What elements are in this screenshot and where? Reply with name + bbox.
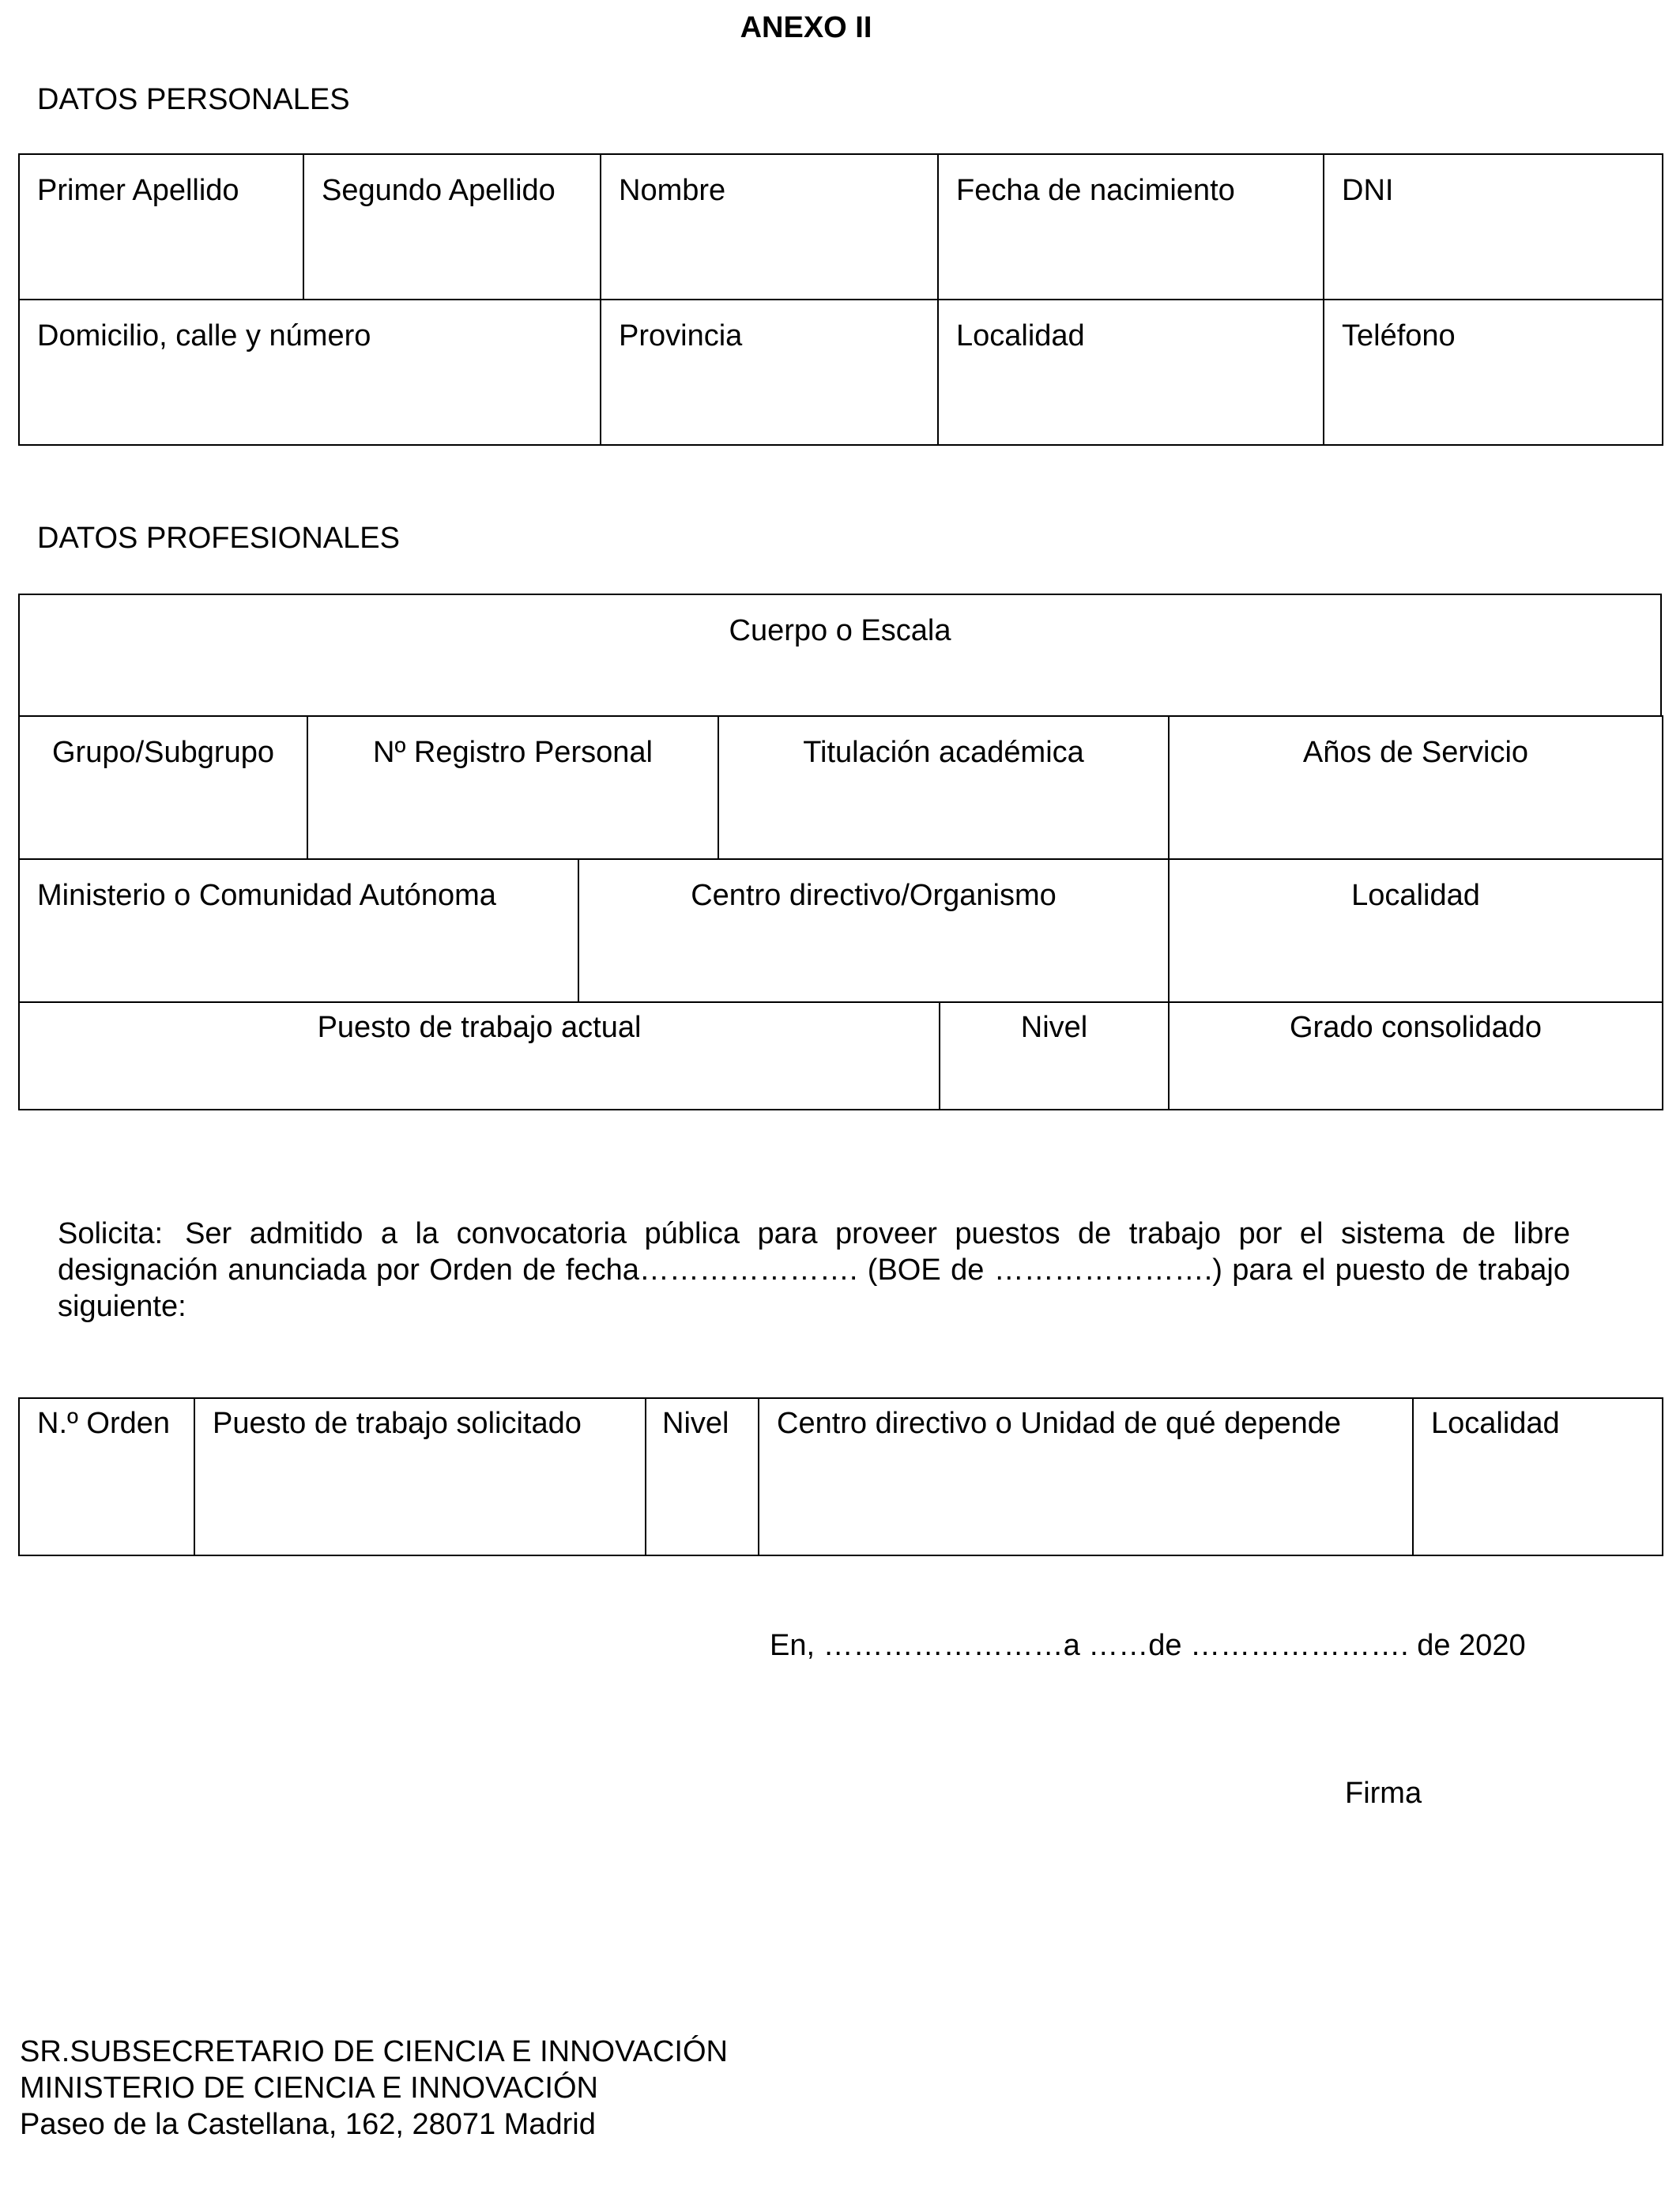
field-label: Grupo/Subgrupo [52, 736, 274, 769]
field-label: Fecha de nacimiento [956, 174, 1235, 207]
field-registro-personal[interactable] [307, 716, 718, 859]
col-nivel[interactable] [646, 1398, 759, 1555]
date-line[interactable]: En, ……………………a ……de …………………. de 2020 [770, 1629, 1526, 1662]
field-domicilio[interactable] [19, 300, 601, 445]
field-label: Puesto de trabajo actual [317, 1011, 642, 1044]
field-label: Nivel [1020, 1011, 1088, 1044]
field-label: Años de Servicio [1302, 736, 1529, 769]
recipient-block [20, 2034, 728, 2143]
field-label: Provincia [619, 319, 743, 352]
field-provincia[interactable] [601, 300, 938, 445]
field-titulacion[interactable] [718, 716, 1169, 859]
field-label: Nombre [619, 174, 726, 207]
field-label: Primer Apellido [37, 174, 239, 207]
puesto-row [18, 1001, 1663, 1110]
field-telefono[interactable] [1324, 300, 1663, 445]
field-puesto-actual[interactable] [19, 1002, 940, 1110]
field-label: Localidad [956, 319, 1085, 352]
document-title: ANEXO II [740, 11, 872, 44]
field-segundo-apellido[interactable] [303, 154, 601, 300]
field-localidad[interactable] [938, 300, 1324, 445]
field-localidad-profesional[interactable] [1169, 859, 1663, 1002]
field-label: Segundo Apellido [322, 174, 556, 207]
field-nombre[interactable] [601, 154, 938, 300]
column-header: Puesto de trabajo solicitado [213, 1407, 582, 1440]
col-localidad[interactable] [1413, 1398, 1663, 1555]
column-header: Localidad [1431, 1407, 1560, 1440]
field-label: Grado consolidado [1290, 1011, 1542, 1044]
field-centro-directivo[interactable] [578, 859, 1169, 1002]
field-label: Centro directivo/Organismo [691, 879, 1057, 912]
col-centro-directivo[interactable] [759, 1398, 1413, 1555]
field-label: Nº Registro Personal [373, 736, 653, 769]
field-grupo-subgrupo[interactable] [19, 716, 307, 859]
field-ministerio[interactable] [19, 859, 578, 1002]
cuerpo-row [18, 594, 1662, 717]
personal-data-table [18, 153, 1663, 446]
col-puesto-solicitado[interactable] [194, 1398, 646, 1555]
recipient-line: MINISTERIO DE CIENCIA E INNOVACIÓN [20, 2071, 598, 2105]
request-label: Solicita: [58, 1217, 164, 1250]
positions-table [18, 1397, 1663, 1556]
recipient-line: Paseo de la Castellana, 162, 28071 Madrid [20, 2108, 596, 2141]
personal-data-heading: DATOS PERSONALES [37, 83, 350, 116]
field-fecha-nacimiento[interactable] [938, 154, 1324, 300]
request-text: Ser admitido a la convocatoria pública para proveer puestos de trabajo por el sistema de libre designación anunciada por Orden de fecha…………………. (BOE de ………………….) para el puesto de trabajo siguiente: [58, 1217, 1570, 1323]
column-header: Nivel [662, 1407, 729, 1440]
field-label: Ministerio o Comunidad Autónoma [37, 879, 496, 912]
field-anos-servicio[interactable] [1169, 716, 1663, 859]
signature-label: Firma [1345, 1777, 1422, 1810]
field-dni[interactable] [1324, 154, 1663, 300]
professional-data-heading: DATOS PROFESIONALES [37, 522, 400, 555]
professional-data-block [18, 594, 1662, 1110]
recipient-line: SR.SUBSECRETARIO DE CIENCIA E INNOVACIÓN [20, 2035, 728, 2068]
request-paragraph [58, 1216, 1570, 1325]
grupo-row [18, 715, 1663, 860]
ministerio-row [18, 858, 1663, 1003]
column-header: Centro directivo o Unidad de qué depende [777, 1407, 1342, 1440]
field-cuerpo-escala[interactable] [19, 594, 1661, 716]
field-label: DNI [1342, 174, 1394, 207]
field-grado-consolidado[interactable] [1169, 1002, 1663, 1110]
field-label: Teléfono [1342, 319, 1456, 352]
field-label: Cuerpo o Escala [729, 614, 951, 647]
field-nivel[interactable] [940, 1002, 1169, 1110]
field-primer-apellido[interactable] [19, 154, 303, 300]
field-label: Domicilio, calle y número [37, 319, 371, 352]
col-numero-orden[interactable] [19, 1398, 194, 1555]
field-label: Localidad [1351, 879, 1480, 912]
column-header: N.º Orden [37, 1407, 171, 1440]
field-label: Titulación académica [803, 736, 1084, 769]
